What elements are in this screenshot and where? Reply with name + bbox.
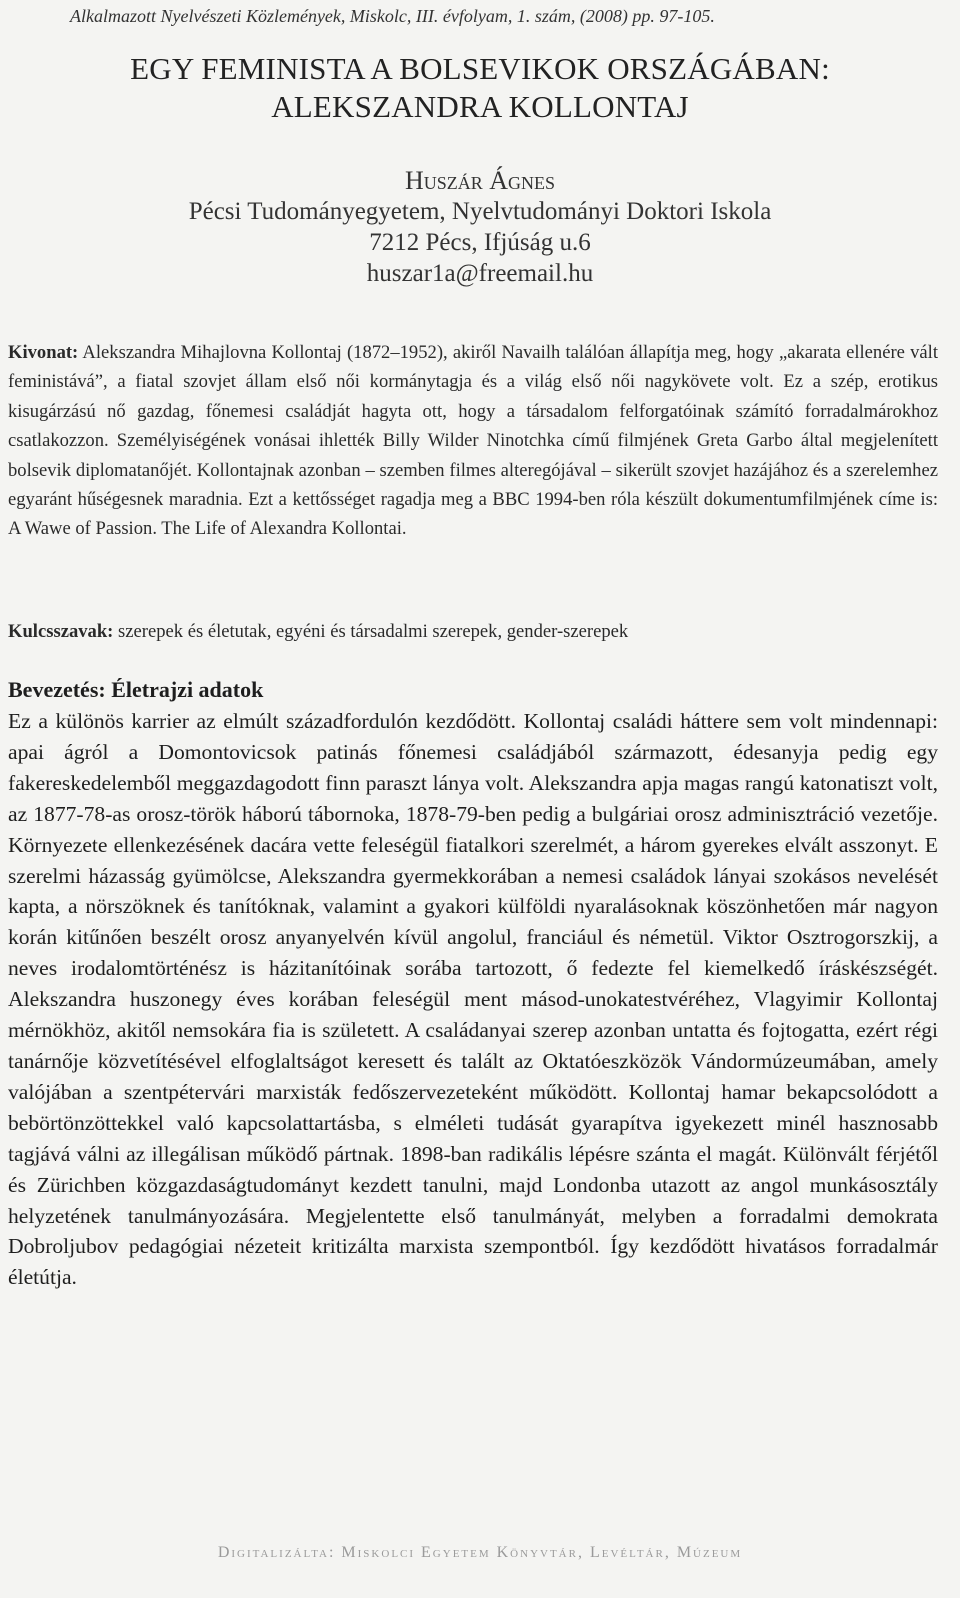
keywords-label: Kulcsszavak: [8, 621, 114, 642]
title-line-1: EGY FEMINISTA A BOLSEVIKOK ORSZÁGÁBAN: [130, 51, 830, 86]
author-affiliation: Pécsi Tudományegyetem, Nyelvtudományi Doktori Iskola [188, 198, 772, 225]
journal-header: Alkalmazott Nyelvészeti Közlemények, Miskolc, III. évfolyam, 1. szám, (2008) pp. 97-105. [70, 6, 715, 26]
abstract-label: Kivonat: [8, 342, 79, 363]
author-name: Huszár Ágnes [404, 166, 556, 195]
author-address: 7212 Pécs, Ifjúság u.6 [369, 229, 591, 256]
section-body: Ez a különös karrier az elmúlt századfordulón kezdődött. Kollontaj családi háttere sem volt mindennapi: apai ágról a Domontovicsok patinás főnemesi családjából származott, édesanyja pedig egy fakereskedelemből meggazdagodott finn paraszt lánya volt. Alekszandra apja magas rangú katonatiszt volt, az 1877-78-as orosz-török háború tábornoka, 1878-79-ben pedig a bulgáriai orosz adminisztráció vezetője. Környezete ellenkezésének dacára vette feleségül fiatalkori szerelmét, a három gyerekes elvált asszonyt. E szerelmi házasság gyümölcse, Alekszandra gyermekkorában a nemesi családok lányai szokásos nevelését kapta, a nörszöknek és tanítóknak, valamint a gyakori külföldi nyaralásoknak köszönhetően már nagyon korán kitűnően beszélt orosz anyanyelvén kívül angolul, franciául és németül. Viktor Osztrogorszkij, a neves irodalomtörténész is házitanítóinak sorába tartozott, ő fedezte fel kiemelkedő íráskészségét. Alekszandra huszonegy éves korában feleségül ment másod-unokatestvéréhez, Vlagyimir Kollontaj mérnökhöz, akitől nemsokára fia is született. A családanyai szerep azonban untatta és fojtogatta, ezért régi tanárnője közvetítésével elfoglaltságot keresett és talált az Oktatóeszközök Vándormúzeumában, amely valójában a szentpétervári marxisták fedőszervezeteként működött. Kollontaj hamar bekapcsolódott a bebörtönzöttekkel való kapcsolattartásba, s elméleti tudását gyarapítva igyekezett minél hasznosabb tagjává válni az illegálisan működő pártnak. 1898-ban radikális lépésre szánta el magát. Különvált férjétől és Zürichben közgazdaságtudományt kezdett tanulni, majd Londonba utazott az angol munkásosztály helyzetének tanulmányozására. Megjelentette első tanulmányát, melyben a forradalmi demokrata Dobroljubov pedagógiai nézeteit kritizálta marxista szempontból. Így kezdődött hivatásos forradalmár életútja. [8, 709, 938, 1290]
abstract [8, 338, 938, 544]
title-line-2: ALEKSZANDRA KOLLONTAJ [271, 89, 689, 124]
digitization-footer: Digitalizálta: Miskolci Egyetem Könyvtár, Levéltár, Múzeum [217, 1544, 743, 1561]
author-block [0, 166, 960, 289]
keywords-text: szerepek és életutak, egyéni és társadalmi szerepek, gender-szerepek [113, 621, 629, 642]
abstract-text: Alekszandra Mihajlovna Kollontaj (1872–1952), akiről Navailh találóan állapítja meg, hogy „akarata ellenére vált feministává”, a fiatal szovjet állam első női kormánytagja és a világ első női nagykövete volt. Ez a szép, erotikus kisugárzású nő gazdag, főnemesi családját hagyta ott, hogy a társadalom felforgatóinak számító forradalmárokhoz csatlakozzon. Személyiségének vonásai ihlették Billy Wilder Ninotchka című filmjének Greta Garbo által megjelenített bolsevik diplomatanőjét. Kollontajnak azonban – szemben filmes alteregójával – sikerült szovjet hazájához és a szerelemhez egyaránt hűségesnek maradnia. Ezt a kettősséget ragadja meg a BBC 1994-ben róla készült dokumentumfilmjének címe is: A Wawe of Passion. The Life of Alexandra Kollontai. [8, 342, 938, 540]
author-email: huszar1a@freemail.hu [366, 260, 594, 287]
section-heading: Bevezetés: Életrajzi adatok [8, 677, 264, 702]
keywords [8, 618, 938, 646]
title-block [0, 50, 960, 126]
